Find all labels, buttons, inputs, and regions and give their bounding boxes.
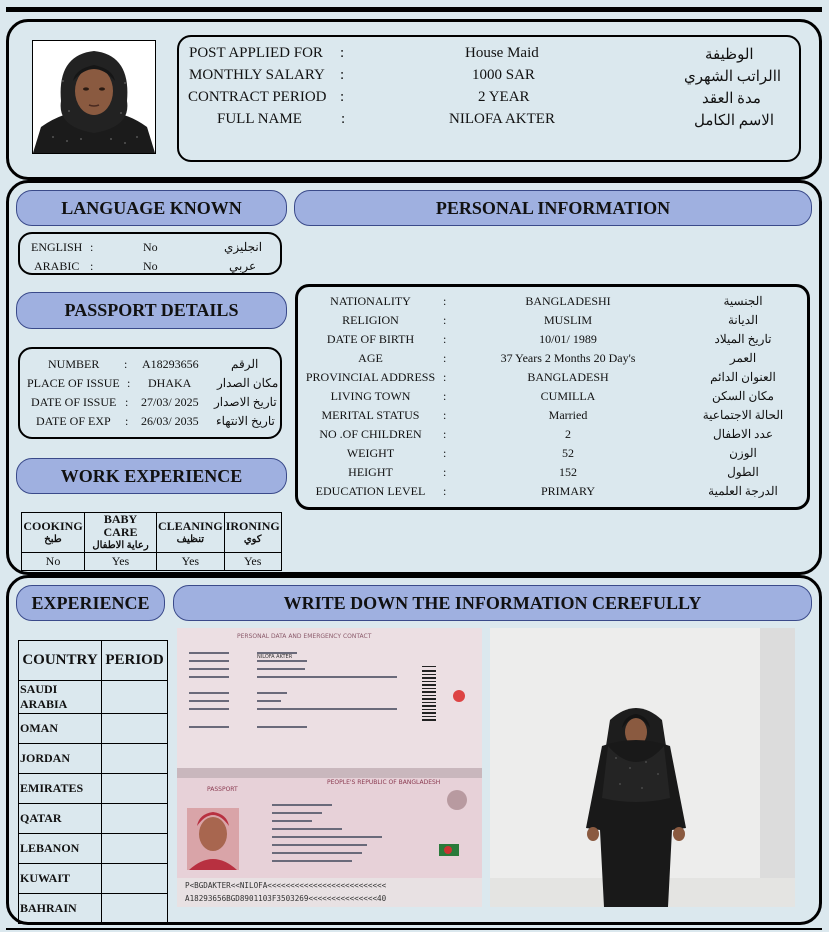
personal-row-label: NATIONALITY [330, 294, 411, 308]
personal-row-value: CUMILLA [540, 389, 596, 403]
arabic-level: No [143, 259, 158, 273]
babycare-value: Yes [85, 553, 157, 571]
experience-country: KUWAIT [19, 864, 102, 894]
experience-period [102, 744, 168, 774]
full-body-photo [490, 628, 795, 907]
experience-country: LEBANON [19, 834, 102, 864]
cooking-value: No [22, 553, 85, 571]
period-header: PERIOD [102, 641, 168, 681]
work-experience-heading: WORK EXPERIENCE [16, 458, 287, 494]
post-value: House Maid [465, 45, 539, 61]
experience-period [102, 714, 168, 744]
experience-country: OMAN [19, 714, 102, 744]
passport-scan-name: NILOFA AKTER [257, 654, 293, 660]
cleaning-value: Yes [157, 553, 225, 571]
personal-row-value: BANGLADESH [527, 370, 609, 384]
work-experience-table [21, 512, 282, 571]
personal-row-value: 52 [562, 446, 574, 460]
personal-row-arabic: الديانة [727, 313, 759, 327]
experience-period [102, 804, 168, 834]
work-col-ironing: IRONING كوي [224, 513, 281, 553]
experience-table [18, 640, 168, 924]
personal-row-value: 10/01/ 1989 [539, 332, 597, 346]
work-col-cooking: COOKING طبخ [22, 513, 85, 553]
personal-row-arabic: الجنسية [723, 294, 763, 308]
experience-period [102, 864, 168, 894]
language-known-heading: LANGUAGE KNOWN [16, 190, 287, 226]
passport-details-heading: PASSPORT DETAILS [16, 292, 287, 329]
passport-number: A18293656 [142, 357, 199, 371]
experience-period [102, 894, 168, 924]
experience-row [19, 681, 168, 714]
date-of-expiry: 26/03/ 2035 [141, 414, 199, 428]
date-of-issue: 27/03/ 2025 [141, 395, 199, 409]
experience-period [102, 834, 168, 864]
personal-row-value: MUSLIM [543, 313, 592, 327]
personal-row-arabic: مكان السكن [712, 389, 774, 403]
experience-row [19, 894, 168, 924]
work-col-babycare: BABY CARE رعاية الاطفال [85, 513, 157, 553]
personal-row-arabic: الوزن [729, 446, 757, 460]
personal-row-value: Married [548, 408, 588, 422]
instructions-heading: WRITE DOWN THE INFORMATION CEREFULLY [173, 585, 812, 621]
experience-country: JORDAN [19, 744, 102, 774]
passport-top-header: PERSONAL DATA AND EMERGENCY CONTACT [237, 633, 372, 640]
personal-row-label: MERITAL STATUS [321, 408, 420, 422]
experience-heading: EXPERIENCE [16, 585, 165, 621]
personal-row-arabic: تاريخ الميلاد [714, 332, 772, 346]
work-col-cleaning: CLEANING تنظيف [157, 513, 225, 553]
experience-row [19, 834, 168, 864]
experience-country: QATAR [19, 804, 102, 834]
personal-row-label: HEIGHT [348, 465, 393, 479]
personal-row-arabic: الطول [727, 465, 759, 479]
experience-country: EMIRATES [19, 774, 102, 804]
post-label: POST APPLIED FOR [189, 45, 323, 61]
full-name-value: NILOFA AKTER [449, 111, 555, 127]
personal-row-label: LIVING TOWN [330, 389, 411, 403]
experience-row [19, 864, 168, 894]
personal-row-value: 152 [559, 465, 577, 479]
place-of-issue: DHAKA [148, 376, 192, 390]
personal-row-label: NO .OF CHILDREN [319, 427, 422, 441]
personal-information-heading: PERSONAL INFORMATION [294, 190, 812, 226]
personal-row-label: WEIGHT [346, 446, 395, 460]
personal-row-value: 2 [565, 427, 571, 441]
passport-mrz-line1: P<BGDAKTER<<NILOFA<<<<<<<<<<<<<<<<<<<<<<<<<< [185, 881, 387, 890]
experience-period [102, 681, 168, 714]
personal-row-label: PROVINCIAL ADDRESS [305, 370, 436, 384]
personal-row-label: AGE [358, 351, 383, 365]
personal-row-value: 37 Years 2 Months 20 Day's [500, 351, 636, 365]
profile-photo [32, 40, 156, 154]
personal-row-label: EDUCATION LEVEL [315, 484, 426, 498]
personal-row-value: BANGLADESHI [525, 294, 611, 308]
experience-country: SAUDI ARABIA [19, 681, 102, 714]
salary-value: 1000 SAR [472, 67, 535, 83]
personal-row-arabic: الدرجة العلمية [708, 484, 778, 498]
contract-value: 2 YEAR [478, 89, 530, 105]
passport-mrz-line2: A18293656BGD8901103F3503269<<<<<<<<<<<<<<<40 [185, 894, 387, 903]
country-header: COUNTRY [19, 641, 102, 681]
experience-row [19, 744, 168, 774]
top-rule [6, 7, 822, 12]
passport-scan-image [177, 628, 482, 907]
personal-row-arabic: العنوان الدائم [710, 370, 776, 384]
experience-country: BAHRAIN [19, 894, 102, 924]
passport-country-header: PEOPLE'S REPUBLIC OF BANGLADESH [327, 779, 441, 786]
personal-row-label: RELIGION [342, 313, 399, 327]
personal-row-value: PRIMARY [540, 484, 596, 498]
experience-row [19, 774, 168, 804]
personal-row-arabic: الحالة الاجتماعية [702, 408, 784, 422]
experience-period [102, 774, 168, 804]
personal-row-arabic: عدد الاطفال [713, 427, 773, 441]
english-level: No [143, 240, 158, 254]
personal-row-label: DATE OF BIRTH [326, 332, 415, 346]
personal-row-arabic: العمر [729, 351, 757, 365]
experience-row [19, 714, 168, 744]
passport-doc-word: PASSPORT [207, 786, 238, 793]
bottom-rule [6, 928, 822, 930]
ironing-value: Yes [224, 553, 281, 571]
experience-row [19, 804, 168, 834]
